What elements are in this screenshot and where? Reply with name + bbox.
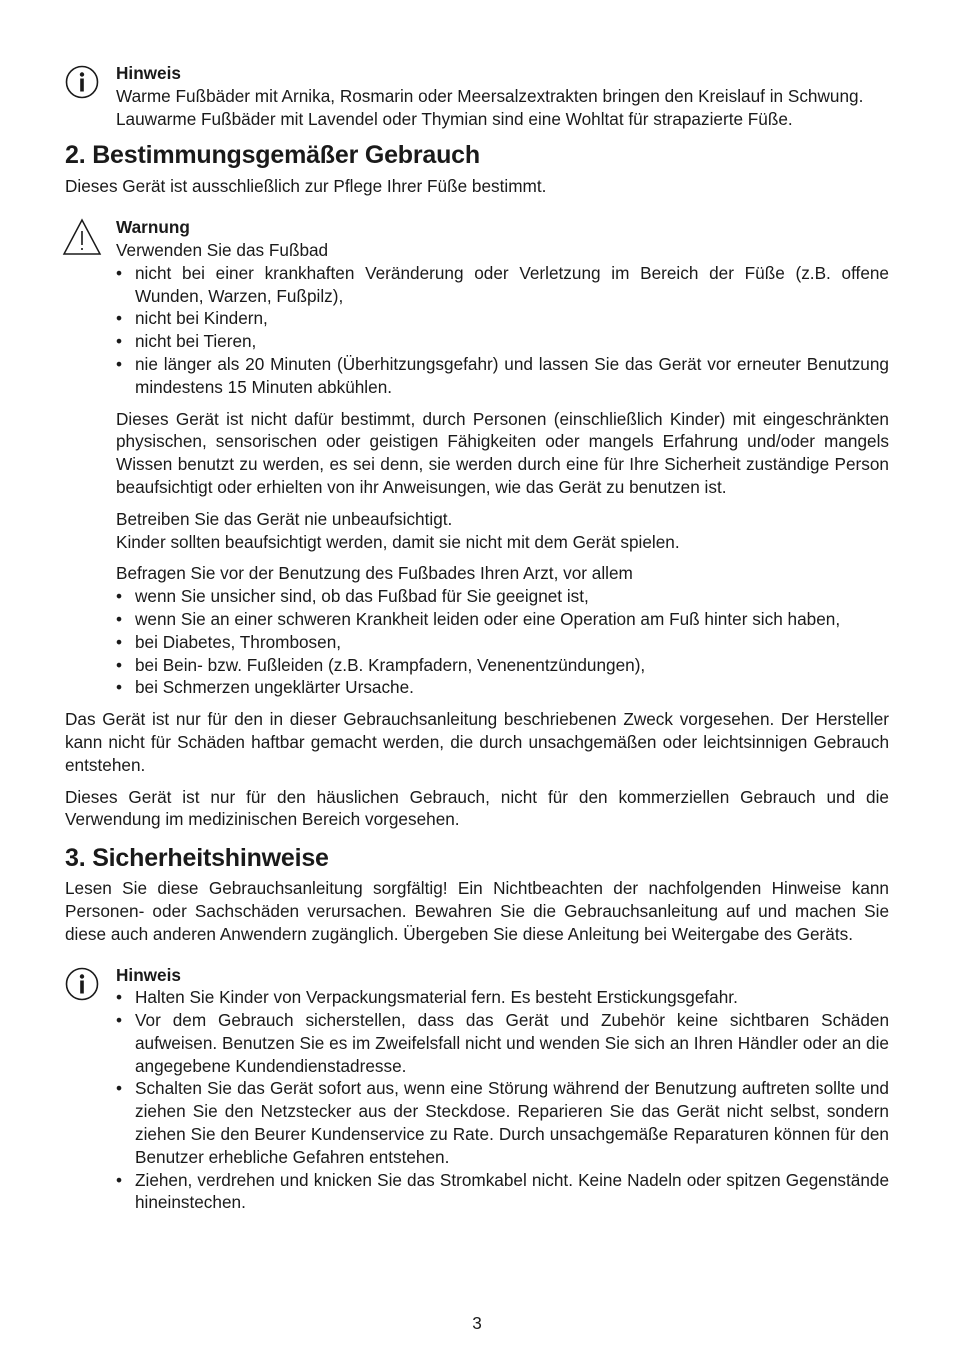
warning-paragraph: Dieses Gerät ist nicht dafür bestimmt, durch Personen (einschließlich Kinder) mit eingeschränkten physischen, sensorischen oder geistigen Fähigkeiten oder mangels Erfahrung und/oder mangels Wissen benutzt zu werden, es sei denn, sie werden durch eine für Ihre Sicherheit zuständige Person beaufsichtigt oder erhielten von ihr Anweisungen, wie das Gerät zu benutzen ist.	[116, 408, 889, 497]
list-item: • wenn Sie an einer schweren Krankheit leiden oder eine Operation am Fuß hinter sich haben,	[116, 608, 889, 631]
warning-paragraph: Kinder sollten beaufsichtigt werden, damit sie nicht mit dem Gerät spielen.	[116, 531, 680, 552]
section-2-intro: Dieses Gerät ist ausschließlich zur Pflege Ihrer Füße bestimmt.	[65, 176, 547, 197]
warning-triangle-icon	[62, 217, 102, 257]
list-item: • Halten Sie Kinder von Verpackungsmaterial fern. Es besteht Erstickungsgefahr.	[116, 986, 889, 1009]
doctor-list	[116, 585, 889, 699]
hinweis-line: Lauwarme Fußbäder mit Lavendel oder Thymian sind eine Wohltat für strapazierte Füße.	[116, 108, 793, 129]
list-item: • Schalten Sie das Gerät sofort aus, wenn eine Störung während der Benutzung auftreten sollte und ziehen Sie den Netzstecker aus der Steckdose. Reparieren Sie das Gerät nicht selbst, sondern ziehen Sie den Beurer Kundenservice zu Rate. Durch unsachgemäße Reparaturen können für den Benutzer erhebliche Gefahren entstehen.	[116, 1077, 889, 1168]
warning-lead: Verwenden Sie das Fußbad	[116, 239, 329, 260]
warning-title: Warnung	[116, 217, 190, 238]
list-item: • nicht bei Tieren,	[116, 330, 889, 353]
hinweis-title: Hinweis	[116, 63, 181, 83]
info-icon	[65, 967, 99, 1001]
hinweis-note-1	[65, 62, 889, 130]
home-use-paragraph: Dieses Gerät ist nur für den häuslichen Gebrauch, nicht für den kommerziellen Gebrauch und die Verwendung im medizinischen Bereich vorgesehen.	[65, 786, 889, 830]
list-item: • bei Bein- bzw. Fußleiden (z.B. Krampfadern, Venenentzündungen),	[116, 654, 889, 677]
info-icon	[65, 65, 99, 99]
document-page	[65, 62, 889, 1214]
section-3-intro: Lesen Sie diese Gebrauchsanleitung sorgfältig! Ein Nichtbeachten der nachfolgenden Hinweise kann Personen- oder Sachschäden verursachen. Bewahren Sie die Gebrauchsanleitung auf und machen Sie diese auch anderen Anwendern zugänglich. Übergeben Sie diese Anleitung bei Weitergabe des Geräts.	[65, 878, 889, 944]
hinweis-line: Warme Fußbäder mit Arnika, Rosmarin oder Meersalzextrakten bringen den Kreislauf in Schwung.	[116, 85, 864, 106]
list-item: • Vor dem Gebrauch sicherstellen, dass das Gerät und Zubehör keine sichtbaren Schäden aufweisen. Benutzen Sie es im Zweifelsfall nicht und wenden Sie sich an Ihren Händler oder an die angegebene Kundendienstadresse.	[116, 1009, 889, 1077]
list-item: • Ziehen, verdrehen und knicken Sie das Stromkabel nicht. Keine Nadeln oder spitzen Gegenstände hineinstechen.	[116, 1169, 889, 1215]
list-item: • bei Schmerzen ungeklärter Ursache.	[116, 676, 889, 699]
list-item: • nicht bei einer krankhaften Veränderung oder Verletzung im Bereich der Füße (z.B. offene Wunden, Warzen, Fußpilz),	[116, 262, 889, 308]
hinweis-note-2	[65, 964, 889, 1215]
list-item: • nicht bei Kindern,	[116, 307, 889, 330]
page-number: 3	[472, 1313, 482, 1333]
safety-list	[116, 986, 889, 1214]
hinweis-title: Hinweis	[116, 964, 181, 985]
warning-note	[65, 216, 889, 699]
list-item: • bei Diabetes, Thrombosen,	[116, 631, 889, 654]
warning-list	[116, 262, 889, 399]
doctor-lead: Befragen Sie vor der Benutzung des Fußbades Ihren Arzt, vor allem	[116, 563, 633, 584]
list-item: • wenn Sie unsicher sind, ob das Fußbad für Sie geeignet ist,	[116, 585, 889, 608]
section-heading-3: 3. Sicherheitshinweise	[65, 844, 329, 873]
section-heading-2: 2. Bestimmungsgemäßer Gebrauch	[65, 141, 480, 170]
manufacturer-paragraph: Das Gerät ist nur für den in dieser Gebrauchsanleitung beschriebenen Zweck vorgesehen. Der Hersteller kann nicht für Schäden haftbar gemacht werden, die durch unsachgemäßen oder leichtsinnigen Gebrauch entstehen.	[65, 709, 889, 775]
warning-paragraph: Betreiben Sie das Gerät nie unbeaufsichtigt.	[116, 508, 453, 529]
list-item: • nie länger als 20 Minuten (Überhitzungsgefahr) und lassen Sie das Gerät vor erneuter Benutzung mindestens 15 Minuten abkühlen.	[116, 353, 889, 399]
